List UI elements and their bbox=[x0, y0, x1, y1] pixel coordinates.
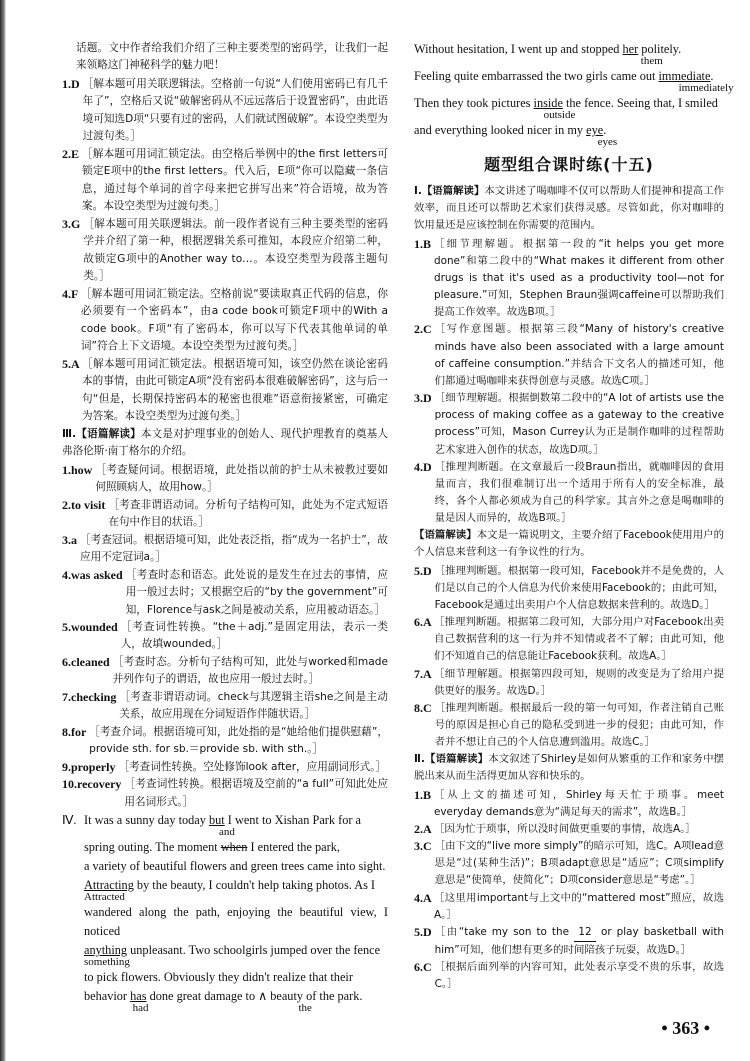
answer-explanation bbox=[83, 216, 388, 286]
answer-text: ［考查非谓语动词。分析句子结构可知，此处为不定式短语在句中作目的状语。］ bbox=[108, 498, 388, 529]
page-number: • 363 • bbox=[661, 1018, 710, 1038]
corrected-word: eyes bbox=[597, 136, 618, 148]
answer-text: ［这里用important与上文中的“mattered most”照应，故选A。］ bbox=[434, 891, 724, 921]
answer-explanation bbox=[80, 532, 388, 567]
correction-line bbox=[414, 67, 724, 86]
correction-text: politely. bbox=[638, 42, 682, 56]
answer-item bbox=[414, 563, 724, 614]
answer-item bbox=[414, 614, 724, 665]
correction-line bbox=[84, 811, 388, 830]
marked-word: her bbox=[622, 42, 639, 56]
correction-line bbox=[414, 40, 724, 59]
answer-explanation bbox=[82, 146, 388, 216]
correction-line bbox=[84, 857, 388, 876]
answer-text: ［解本题可用词汇锁定法。空格前说“要读取真正代码的信息，你必须要有一个密码本”，由a code book可锁定F项中的With a code book。F项“有了密码本，你可以写下代表其他单词的单词”符合上下文语境。本设空类型为过渡句类。］ bbox=[80, 287, 388, 353]
section-3-text: 本文是对护理事业的创始人、现代护理教育的奠基人弗洛伦斯·南丁格尔的介绍。 bbox=[62, 427, 389, 458]
answer-item bbox=[62, 759, 388, 776]
answer-explanation bbox=[435, 959, 724, 993]
answer-text: ［从上文的描述可知，Shirley每天忙于琐事。meet everyday demands意为“满足每天的需求”，故选B。］ bbox=[434, 788, 724, 818]
inserted-word: the bbox=[298, 1002, 312, 1015]
right-section-1-label: Ⅰ.【语篇解读】 bbox=[414, 185, 485, 198]
answer-explanation bbox=[434, 614, 724, 665]
marked-word: Attracting bbox=[84, 878, 134, 893]
answer-item bbox=[62, 567, 388, 619]
deleted-word: when bbox=[220, 840, 248, 855]
right-section-1-header bbox=[414, 183, 724, 234]
answer-explanation bbox=[434, 890, 724, 924]
answer-number: 4.A bbox=[414, 890, 435, 905]
answer-text: ［写作意图题。根据第三段“Many of history's creative minds have also been associated with a large amount of caffeine consumption.”并结合下文名人的描述可知，他们都通过喝咖啡来获得创意与灵感。故选C项。］ bbox=[434, 323, 724, 387]
answer-item bbox=[414, 459, 724, 528]
answer-number: 6.C bbox=[414, 960, 435, 975]
answer-text: ［考查词性转换。空处修饰look after，应用副词形式。］ bbox=[118, 760, 387, 773]
answer-explanation bbox=[435, 321, 724, 390]
correction-passage-left bbox=[62, 811, 388, 1014]
answers-section-3 bbox=[62, 462, 388, 812]
answer-number: 7.A bbox=[414, 666, 435, 681]
correction-line bbox=[414, 94, 724, 113]
marked-word: immediate bbox=[658, 69, 711, 83]
answer-item bbox=[62, 216, 388, 286]
answer-number: 9.properly bbox=[62, 759, 119, 774]
correction-line bbox=[84, 903, 388, 941]
answer-explanation bbox=[113, 654, 388, 689]
correction-text: behavior bbox=[84, 989, 131, 1004]
answer-number: 10.recovery bbox=[62, 777, 125, 792]
answer-number: 3.D bbox=[414, 391, 435, 406]
answer-item bbox=[414, 890, 724, 924]
marked-word: has bbox=[130, 989, 147, 1004]
answer-text: ［解本题可用词汇锁定法。由空格后举例中的the first letters可锁定E项中的the first letters。代入后，E项“你可以隐藏一条信息，通过每个单词的首字母来把它拼写出来”符合语境，故为答案。本设空类型为过渡句类。］ bbox=[82, 147, 388, 213]
answer-text: ［推理判断题。根据第一段可知，Facebook并不是免费的，人们是以自己的个人信息为代价来使用Facebook的；由此可知，Facebook是通过出卖用户个人信息数据来营利的。故选D。］ bbox=[434, 564, 724, 611]
right-section-2-label: 【语篇解读】 bbox=[414, 529, 477, 542]
correction-line bbox=[84, 987, 388, 1006]
answer-text: ［考查介词。根据语境可知，此处指的是“她给他们提供慰藉”，provide sth. for sb.＝provide sb. with sth.。］ bbox=[89, 725, 388, 756]
answer-text: ［考查非谓语动词。check与其逻辑主语she之间是主动关系，故应用现在分词短语作伴随状语。］ bbox=[119, 690, 388, 721]
correction-text: . bbox=[710, 69, 714, 83]
answer-number: 6.cleaned bbox=[62, 654, 113, 669]
answer-text: ［由“take my son to the bbox=[434, 925, 569, 938]
right-answers-2 bbox=[414, 563, 724, 752]
answer-text: ［考查冠词。根据语境可知，此处表泛指，指“成为一名护士”，故应用不定冠词a。］ bbox=[80, 533, 388, 564]
answer-text: ［细节理解题。根据倒数第二段中的“A lot of artists use the process of making coffee as a gateway to the creative process”可知，Mason Currey认为正是制作咖啡的过程帮助艺术家进入创作的状态，故选D项。］ bbox=[434, 392, 724, 456]
corrected-word: had bbox=[132, 1002, 149, 1015]
correction-text: wandered along the path, enjoying the beautiful view, I noticed bbox=[84, 905, 388, 939]
answer-item bbox=[414, 821, 724, 838]
answer-text: ［考查时态和语态。此处说的是发生在过去的事情，应用一般过去时；又根据空后的“by the government”可知，Florence与ask之间是被动关系，应用被动语态。］ bbox=[125, 568, 388, 616]
correction-text: and everything looked nicer in my bbox=[414, 123, 587, 137]
intro-text: 话题。文中作者给我们介绍了三种主要类型的密码学，让我们一起来领略这门神秘科学的魅力吧！ bbox=[76, 42, 388, 72]
marked-word: but bbox=[209, 813, 225, 828]
answer-number: 1.how bbox=[62, 462, 96, 477]
correction-text: Feeling quite embarrassed the two girls came out bbox=[414, 69, 659, 83]
answer-text: ［解本题可用词汇锁定法。根据语境可知，该空仍然在谈论密码本的事情，由此可锁定A项“没有密码本很难破解密码”，这与后一句“但是，长期保持密码本的秘密也很难”语意衔接紧密，可确定为答案。本设空类型为过渡句类。］ bbox=[82, 357, 388, 423]
answer-explanation bbox=[95, 462, 388, 497]
marked-word: eye bbox=[586, 123, 604, 137]
answer-item bbox=[62, 497, 388, 532]
answer-number: 1.B bbox=[414, 787, 435, 802]
answer-item bbox=[62, 356, 388, 426]
correction-text: Without hesitation, I went up and stopped bbox=[414, 42, 623, 56]
answer-explanation bbox=[435, 390, 724, 459]
marked-word: inside bbox=[533, 96, 563, 110]
answer-explanation bbox=[435, 459, 724, 528]
correction-line bbox=[414, 121, 724, 140]
right-answers-1 bbox=[414, 236, 724, 528]
answer-explanation bbox=[121, 619, 388, 654]
correction-text: . bbox=[603, 123, 607, 137]
correction-text: I entered the park, bbox=[247, 840, 340, 855]
correction-text: by the beauty, I couldn't help taking photos. As I bbox=[133, 878, 376, 893]
answer-text: ［细节理解题。根据第一段的“it helps you get more done”和第二段中的“What makes it different from other drugs is that it's used as a productivity tool—not for pleasure.”可知，Stephen Braun强调caffeine可以帮助我们提高工作效率。故选B项。］ bbox=[434, 237, 724, 319]
answer-number: 5.D bbox=[414, 563, 435, 578]
right-column bbox=[414, 40, 734, 994]
corrected-word: immediately bbox=[678, 82, 734, 94]
answer-explanation bbox=[83, 76, 388, 146]
right-section-2-header bbox=[414, 527, 724, 561]
answer-text: ［考查疑问词。根据语境，此处指以前的护士从未被教过要如何照顾病人，故用how。］ bbox=[95, 463, 388, 494]
section-3-header bbox=[62, 426, 388, 461]
answer-explanation bbox=[435, 563, 724, 614]
answer-explanation bbox=[89, 724, 388, 759]
answer-number: 5.D bbox=[414, 924, 435, 939]
correction-passage-right bbox=[414, 40, 734, 148]
correction-text: Then they took pictures bbox=[414, 96, 534, 110]
right-section-3-text: 本文叙述了Shirley是如何从繁重的工作和家务中摆脱出来从而生活得更加从容和快乐的。 bbox=[414, 753, 724, 783]
answer-number: 3.G bbox=[62, 216, 84, 231]
answer-item bbox=[62, 776, 388, 811]
answer-text: ［考查词性转换。根据语境及空前的“a full”可知此处应用名词形式。］ bbox=[124, 778, 388, 808]
answer-item bbox=[414, 924, 724, 959]
right-section-3-label: Ⅱ.【语篇解读】 bbox=[414, 753, 489, 766]
answer-blank: 12 bbox=[574, 924, 596, 942]
answer-number: 4.was asked bbox=[62, 567, 126, 582]
right-section-3-header bbox=[414, 751, 724, 785]
answer-explanation bbox=[124, 776, 388, 811]
answer-item bbox=[62, 76, 388, 146]
answer-text: ［推理判断题。在文章最后一段Braun指出，就咖啡因的食用量而言，我们很难制订出一个适用于所有人的安全标准，最终，各个人都必须成为自己的科学家。其言外之意是喝咖啡的量是因人而异的，故选B项。］ bbox=[434, 460, 724, 525]
answer-text: ［解本题可用关联逻辑法。前一段作者说有三种主要类型的密码学并介绍了第一种，根据逻辑关系可推知，本段应介绍第二种，故锁定G项中的Another way to…。本设空类型为段落主题句类。］ bbox=[83, 217, 388, 283]
answer-explanation bbox=[108, 497, 388, 532]
answer-text: ［因为忙于琐事，所以没时间做更重要的事情，故选A。］ bbox=[434, 822, 696, 835]
right-section-1-text: 本文讲述了喝咖啡不仅可以帮助人们提神和提高工作效率，而且还可以帮助艺术家们获得灵感。尽管如此，你对咖啡的饮用量还是应该控制在你需要的范围内。 bbox=[414, 185, 724, 232]
answer-explanation bbox=[435, 838, 724, 889]
answer-explanation bbox=[434, 787, 724, 821]
correction-text: done great damage to ∧ beauty of the park. bbox=[146, 989, 363, 1004]
correction-line bbox=[84, 876, 388, 895]
answer-item bbox=[62, 619, 388, 654]
answer-explanation bbox=[118, 759, 388, 776]
answer-number: 2.A bbox=[414, 821, 435, 836]
answer-explanation bbox=[435, 924, 724, 959]
answer-number: 3.a bbox=[62, 532, 80, 547]
correction-text: unpleasant. Two schoolgirls jumped over the fence bbox=[127, 943, 381, 958]
answer-number: 4.D bbox=[414, 459, 435, 474]
answer-number: 8.C bbox=[414, 700, 435, 715]
answer-text: ［考查时态。分析句子结构可知，此处与worked和made并列作句子的谓语，故也应用一般过去时。］ bbox=[112, 655, 388, 686]
answer-text: ［根据后面列举的内容可知，此处表示享受不贵的乐事，故选C。］ bbox=[434, 961, 724, 991]
answer-item bbox=[62, 724, 388, 759]
answer-number: 7.checking bbox=[62, 689, 120, 704]
answer-number: 4.F bbox=[62, 286, 81, 301]
answer-text: ［推理判断题。根据最后一段的第一句可知，作者注销自己账号的原因是担心自己的隐私受到进一步的侵犯；由此可知，作者并不想让自己的个人信息遭到滥用。故选C。］ bbox=[434, 701, 724, 749]
answer-explanation bbox=[434, 821, 724, 838]
answer-item bbox=[414, 838, 724, 889]
answer-item bbox=[414, 959, 724, 993]
answer-item bbox=[62, 654, 388, 689]
answer-item bbox=[414, 666, 724, 700]
answer-item bbox=[414, 700, 724, 751]
answer-item bbox=[62, 689, 388, 724]
answer-explanation bbox=[435, 700, 724, 751]
correction-text: I went to Xishan Park for a bbox=[224, 813, 361, 828]
answer-number: 6.A bbox=[414, 615, 435, 630]
answer-explanation bbox=[81, 286, 388, 356]
answers-section-2 bbox=[62, 76, 388, 426]
answer-text: ［细节理解题。根据第四段可知，规则的改变是为了给用户提供更好的服务。故选D。］ bbox=[434, 667, 724, 697]
answer-number: 2.C bbox=[414, 322, 435, 337]
section-4-label: Ⅳ. bbox=[62, 813, 77, 828]
answer-text: ［解本题可用关联逻辑法。空格前一句说“人们使用密码已有几千年了”，空格后又说“破解密码从不远远落后于设置密码”，由此语境可知选D项“只要有过的密码，人们就试图破解”。本设空类型为过渡句类。］ bbox=[82, 77, 388, 143]
answer-text: ［推理判断题。根据第二段可知，大部分用户对Facebook出卖自己数据营利的这一行为并不知情或者不了解；由此可知，他们不知道自己的信息能让Facebook获利。故选A。］ bbox=[434, 616, 724, 663]
answer-number: 1.D bbox=[62, 76, 83, 91]
answer-number: 5.wounded bbox=[62, 619, 121, 634]
correction-line bbox=[84, 838, 388, 857]
correction-text: It was a sunny day today bbox=[84, 813, 209, 828]
answer-item bbox=[62, 462, 388, 497]
answer-text: ［考查词性转换。“the＋adj.”是固定用法，表示一类人，故填wounded。］ bbox=[120, 620, 388, 651]
answer-explanation bbox=[119, 689, 388, 724]
section-title: 题型组合课时练(十五) bbox=[484, 155, 654, 174]
right-section-2-text: 本文是一篇说明文，主要介绍了Facebook使用用户的个人信息来营利这一有争议性的行为。 bbox=[414, 529, 724, 559]
left-column bbox=[62, 40, 388, 1014]
answer-number: 8.for bbox=[62, 724, 90, 739]
answer-explanation bbox=[434, 666, 724, 700]
answer-item bbox=[62, 532, 388, 567]
answer-item bbox=[414, 390, 724, 459]
answer-number: 2.E bbox=[62, 146, 83, 161]
correction-text: spring outing. The moment bbox=[84, 840, 221, 855]
marked-word: anything bbox=[84, 943, 128, 958]
section-3-label: Ⅲ.【语篇解读】 bbox=[62, 427, 141, 440]
corrected-word: them bbox=[640, 55, 663, 67]
answer-number: 1.B bbox=[414, 236, 435, 251]
correction-text: the fence. Seeing that, I smiled bbox=[562, 96, 718, 110]
corrected-word: Attracted bbox=[84, 891, 125, 904]
correction-line bbox=[84, 941, 388, 960]
answer-item bbox=[62, 146, 388, 216]
answer-number: 2.to visit bbox=[62, 497, 109, 512]
correction-text: to pick flowers. Obviously they didn't realize that their bbox=[84, 970, 353, 985]
answer-explanation bbox=[434, 236, 724, 322]
right-answers-3 bbox=[414, 787, 724, 994]
correction-line bbox=[84, 968, 388, 987]
corrected-word: outside bbox=[543, 109, 576, 121]
correction-text: a variety of beautiful flowers and green trees came into sight. bbox=[84, 859, 386, 874]
answer-text: ［由下文的“live more simply”的暗示可知，选C。A项lead意思是“过(某种生活)”；B项adapt意思是“适应”；C项simplify意思是“使简单，使简化”；D项consider意思是“考虑”。］ bbox=[434, 840, 724, 887]
page-binding-edge bbox=[0, 0, 6, 1061]
answer-number: 5.A bbox=[62, 356, 83, 371]
answer-item bbox=[414, 321, 724, 390]
answer-item bbox=[414, 787, 724, 821]
answer-number: 3.C bbox=[414, 839, 435, 854]
corrected-word: something bbox=[84, 956, 130, 969]
answer-item bbox=[414, 236, 724, 322]
answer-explanation bbox=[82, 356, 388, 426]
answer-explanation bbox=[126, 567, 388, 619]
answer-text-cont: or play basketball with him”可知，他们想有更多的时间陪孩子玩耍，故选D。］ bbox=[434, 925, 724, 957]
answer-item bbox=[62, 286, 388, 356]
corrected-word: and bbox=[219, 826, 235, 839]
